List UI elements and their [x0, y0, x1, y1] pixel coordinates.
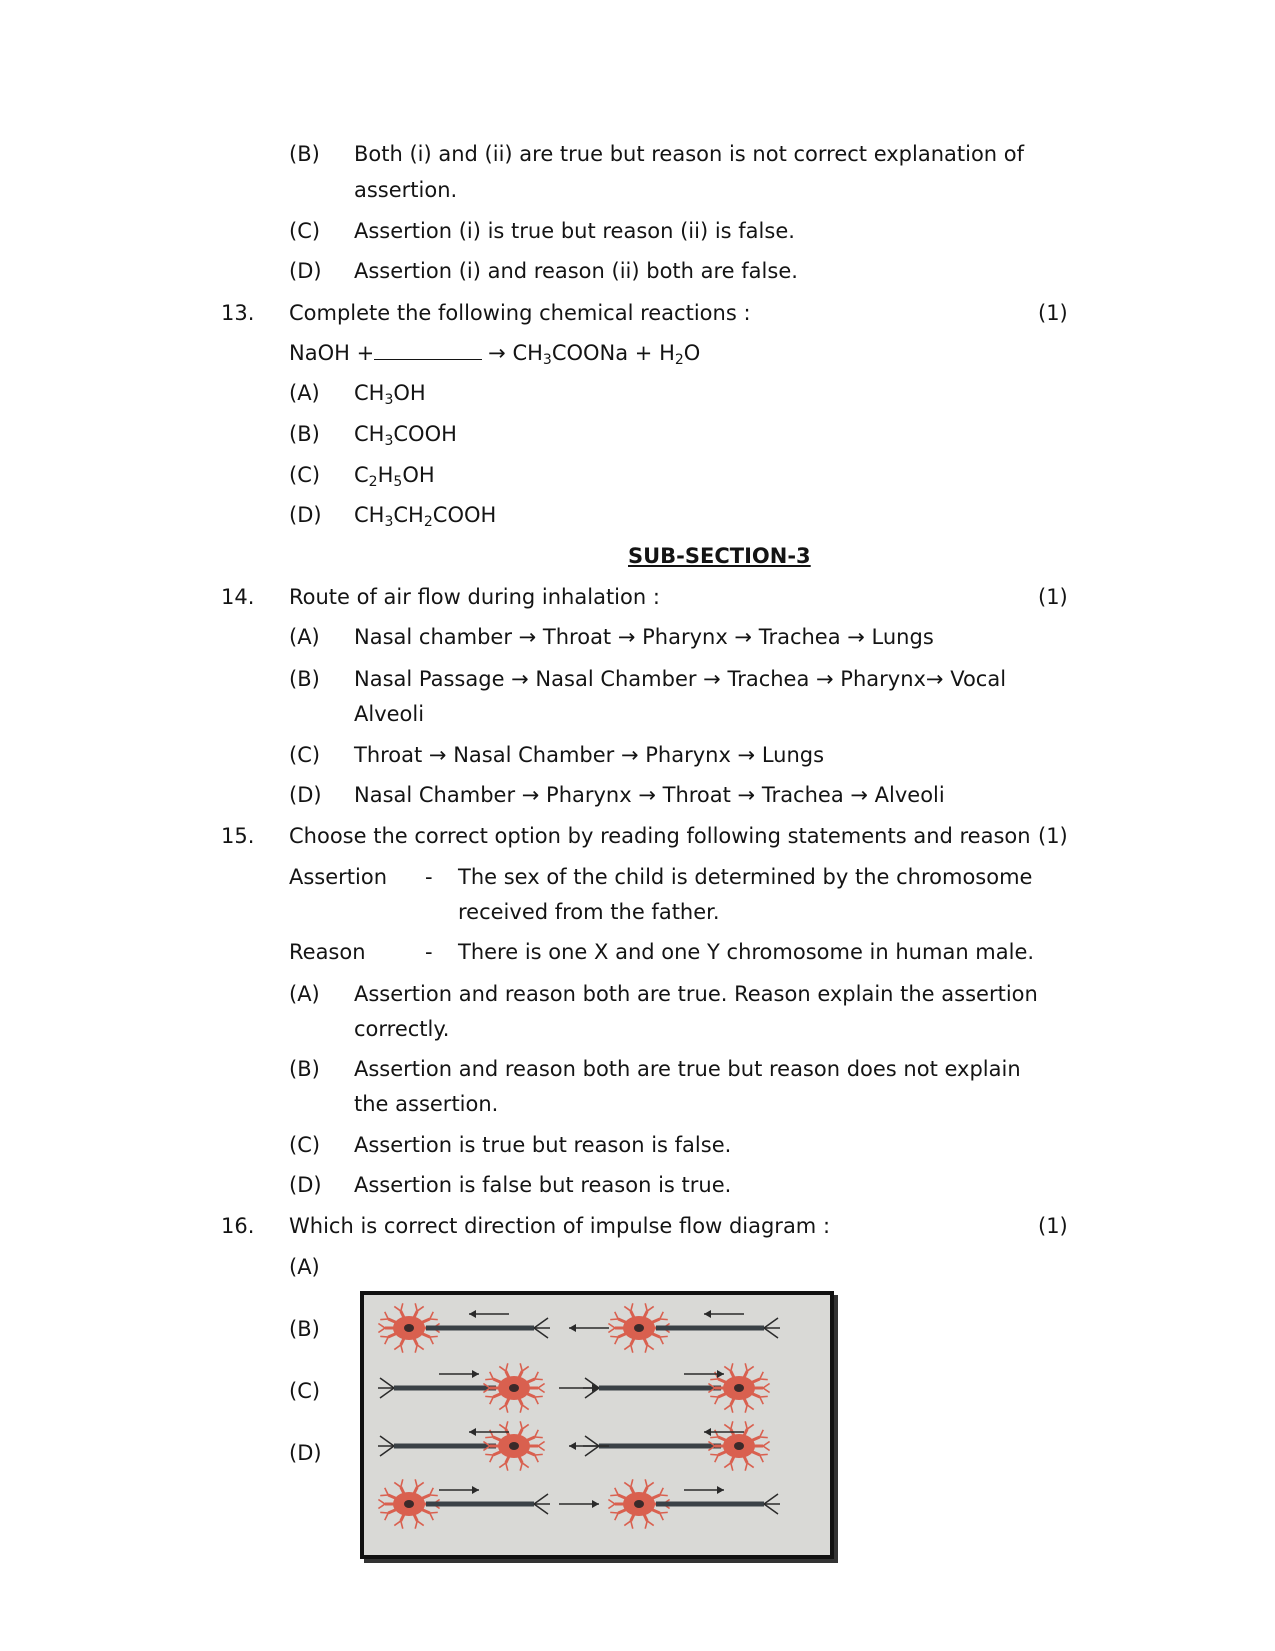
dendrite-branch [415, 1345, 417, 1353]
dendrite-branch [380, 1512, 388, 1513]
q12-option-d-label: (D) [289, 259, 322, 283]
dendrite-branch [724, 1405, 731, 1410]
dendrite-branch [615, 1312, 618, 1319]
dendrite-branch [608, 1504, 615, 1509]
dendrite-branch [715, 1397, 718, 1404]
q15-option-a-label: (A) [289, 982, 320, 1006]
dendrite-branch [624, 1306, 631, 1311]
arrowhead [717, 1370, 724, 1378]
dendrite-branch [731, 1421, 733, 1429]
dendrite-branch [401, 1303, 403, 1311]
dendrite-branch [660, 1495, 668, 1496]
axon-terminal [764, 1318, 778, 1328]
dendrite-branch [631, 1303, 633, 1311]
neuron-impulse-diagram [360, 1291, 834, 1559]
dendrite-branch [417, 1521, 424, 1526]
q12-option-b-label: (B) [289, 142, 320, 166]
arrowhead [469, 1428, 476, 1436]
axon-terminal [380, 1388, 394, 1398]
dendrite-branch [394, 1345, 401, 1350]
dendrite-branch [522, 1366, 529, 1371]
dendrite-branch [520, 1363, 522, 1371]
dendrite-branch [660, 1312, 663, 1319]
dendrite-branch [499, 1405, 506, 1410]
q16-option-d-label: (D) [289, 1441, 322, 1465]
dendrite-branch [394, 1482, 401, 1487]
axon-terminal [585, 1446, 599, 1456]
dendrite-branch [535, 1455, 538, 1462]
dendrite-branch [724, 1424, 731, 1429]
q15-option-b-label: (B) [289, 1057, 320, 1081]
dendrite-branch [660, 1512, 668, 1513]
dendrite-branch [394, 1306, 401, 1311]
reason-label: Reason [289, 940, 366, 964]
arrowhead [569, 1442, 576, 1450]
dendrite-branch [385, 1312, 388, 1319]
dendrite-branch [538, 1446, 545, 1451]
axon-terminal [764, 1328, 778, 1338]
q12-option-c-label: (C) [289, 219, 321, 243]
assertion-separator: - [425, 865, 433, 889]
dendrite-branch [378, 1323, 385, 1328]
section-heading: SUB-SECTION-3 [628, 544, 811, 568]
dendrite-branch [745, 1421, 747, 1429]
q12-option-b-line1: Both (i) and (ii) are true but reason is not correct explanation of [354, 142, 1025, 166]
dendrite-branch [520, 1405, 522, 1413]
dendrite-branch [763, 1383, 770, 1388]
eq-sub-1: 3 [542, 352, 552, 368]
dendrite-branch [610, 1319, 618, 1320]
dendrite-branch [490, 1397, 493, 1404]
q13-option-a-formula: $CH_3OH$ [354, 381, 426, 408]
dendrite-branch [760, 1430, 763, 1437]
q15-option-a-line2: correctly. [354, 1017, 450, 1041]
dendrite-branch [535, 1396, 543, 1397]
dendrite-branch [499, 1366, 506, 1371]
dendrite-branch [535, 1379, 543, 1380]
dendrite-branch [760, 1396, 768, 1397]
dendrite-branch [610, 1512, 618, 1513]
dendrite-branch [615, 1488, 618, 1495]
dendrite-branch [710, 1454, 718, 1455]
dendrite-branch [763, 1441, 770, 1446]
nucleus [509, 1384, 519, 1392]
dendrite-branch [535, 1454, 543, 1455]
q14-option-b-label: (B) [289, 667, 320, 691]
q13-option-b-label: (B) [289, 422, 320, 446]
dendrite-branch [430, 1512, 438, 1513]
q16-option-b-label: (B) [289, 1317, 320, 1341]
dendrite-branch [520, 1463, 522, 1471]
q15-option-c-label: (C) [289, 1133, 321, 1157]
axon-terminal [534, 1328, 548, 1338]
dendrite-branch [647, 1482, 654, 1487]
dendrite-branch [760, 1454, 768, 1455]
q14-option-c-text: Throat → Nasal Chamber → Pharynx → Lungs [354, 743, 825, 767]
dendrite-branch [631, 1521, 633, 1529]
dendrite-branch [645, 1303, 647, 1311]
dendrite-branch [394, 1521, 401, 1526]
dendrite-branch [710, 1396, 718, 1397]
dendrite-branch [538, 1388, 545, 1393]
dendrite-branch [760, 1372, 763, 1379]
q15-marks: (1) [1038, 824, 1068, 848]
dendrite-branch [506, 1421, 508, 1429]
axon-terminal [585, 1436, 599, 1446]
dendrite-branch [645, 1479, 647, 1487]
q16-text: Which is correct direction of impulse flow diagram : [289, 1214, 831, 1238]
arrowhead [717, 1486, 724, 1494]
arrowhead [592, 1500, 599, 1508]
q15-option-a-line1: Assertion and reason both are true. Reason explain the assertion [354, 982, 1038, 1006]
dendrite-branch [645, 1521, 647, 1529]
dendrite-branch [760, 1379, 768, 1380]
nucleus [634, 1500, 644, 1508]
reason-separator: - [425, 940, 433, 964]
dendrite-branch [747, 1366, 754, 1371]
axon-terminal [380, 1378, 394, 1388]
arrowhead [569, 1324, 576, 1332]
dendrite-branch [401, 1479, 403, 1487]
dendrite-branch [430, 1495, 438, 1496]
dendrite-branch [490, 1455, 493, 1462]
dendrite-branch [380, 1495, 388, 1496]
dendrite-branch [745, 1463, 747, 1471]
dendrite-branch [624, 1345, 631, 1350]
dendrite-branch [378, 1499, 385, 1504]
q15-option-b-line1: Assertion and reason both are true but reason does not explain [354, 1057, 1021, 1081]
q14-text: Route of air flow during inhalation : [289, 585, 660, 609]
q15-option-d-label: (D) [289, 1173, 322, 1197]
answer-blank [374, 341, 482, 360]
dendrite-branch [745, 1405, 747, 1413]
q12-option-d-text: Assertion (i) and reason (ii) both are false. [354, 259, 798, 283]
dendrite-branch [760, 1437, 768, 1438]
dendrite-branch [645, 1345, 647, 1353]
arrowhead [469, 1310, 476, 1318]
q16-marks: (1) [1038, 1214, 1068, 1238]
q15-number: 15. [221, 824, 255, 848]
dendrite-branch [631, 1479, 633, 1487]
q15-text: Choose the correct option by reading following statements and reason [289, 824, 1031, 848]
dendrite-branch [731, 1363, 733, 1371]
dendrite-branch [610, 1336, 618, 1337]
dendrite-branch [624, 1521, 631, 1526]
nucleus [509, 1442, 519, 1450]
dendrite-branch [747, 1405, 754, 1410]
q14-option-d-text: Nasal Chamber → Pharynx → Throat → Trachea → Alveoli [354, 783, 945, 807]
nucleus [404, 1500, 414, 1508]
q13-text: Complete the following chemical reactions : [289, 301, 751, 325]
axon-terminal [764, 1494, 778, 1504]
dendrite-branch [430, 1513, 433, 1520]
reason-text: There is one X and one Y chromosome in human male. [458, 940, 1035, 964]
dendrite-branch [430, 1319, 438, 1320]
q13-equation [289, 340, 700, 366]
dendrite-branch [485, 1437, 493, 1438]
axon-terminal [534, 1504, 548, 1514]
dendrite-branch [747, 1424, 754, 1429]
dendrite-branch [647, 1306, 654, 1311]
dendrite-branch [535, 1437, 543, 1438]
dendrite-branch [535, 1372, 538, 1379]
axon-terminal [534, 1318, 548, 1328]
arrowhead [704, 1310, 711, 1318]
nucleus [634, 1324, 644, 1332]
eq-mid: COONa + H [551, 341, 675, 365]
dendrite-branch [401, 1521, 403, 1529]
dendrite-branch [535, 1397, 538, 1404]
q12-option-b-line2: assertion. [354, 178, 458, 202]
q15-option-d-text: Assertion is false but reason is true. [354, 1173, 732, 1197]
dendrite-branch [747, 1463, 754, 1468]
dendrite-branch [430, 1312, 433, 1319]
dendrite-branch [710, 1437, 718, 1438]
dendrite-branch [724, 1366, 731, 1371]
dendrite-branch [647, 1345, 654, 1350]
dendrite-branch [760, 1397, 763, 1404]
dendrite-branch [490, 1430, 493, 1437]
q13-marks: (1) [1038, 301, 1068, 325]
axon-terminal [380, 1446, 394, 1456]
dendrite-branch [415, 1303, 417, 1311]
dendrite-branch [715, 1430, 718, 1437]
q16-number: 16. [221, 1214, 255, 1238]
dendrite-branch [520, 1421, 522, 1429]
q16-option-a-label: (A) [289, 1255, 320, 1279]
q14-option-d-label: (D) [289, 783, 322, 807]
dendrite-branch [538, 1441, 545, 1446]
dendrite-branch [631, 1345, 633, 1353]
arrowhead [704, 1428, 711, 1436]
dendrite-branch [731, 1405, 733, 1413]
q14-option-c-label: (C) [289, 743, 321, 767]
eq-end: O [683, 341, 701, 365]
axon-terminal [534, 1494, 548, 1504]
q14-marks: (1) [1038, 585, 1068, 609]
dendrite-branch [724, 1463, 731, 1468]
dendrite-branch [710, 1379, 718, 1380]
nucleus [404, 1324, 414, 1332]
dendrite-branch [415, 1479, 417, 1487]
dendrite-branch [385, 1513, 388, 1520]
dendrite-branch [615, 1337, 618, 1344]
dendrite-branch [430, 1488, 433, 1495]
q13-option-d-label: (D) [289, 503, 322, 527]
q12-option-c-text: Assertion (i) is true but reason (ii) is false. [354, 219, 795, 243]
dendrite-branch [624, 1482, 631, 1487]
dendrite-branch [506, 1405, 508, 1413]
dendrite-branch [745, 1363, 747, 1371]
dendrite-branch [401, 1345, 403, 1353]
dendrite-branch [522, 1405, 529, 1410]
q13-option-a-label: (A) [289, 381, 320, 405]
dendrite-branch [660, 1337, 663, 1344]
dendrite-branch [660, 1513, 663, 1520]
neuron-diagram-svg [364, 1295, 830, 1555]
dendrite-branch [608, 1328, 615, 1333]
eq-sub-2: 2 [674, 352, 684, 368]
dendrite-branch [506, 1463, 508, 1471]
arrowhead [472, 1370, 479, 1378]
arrowhead [472, 1486, 479, 1494]
dendrite-branch [660, 1336, 668, 1337]
dendrite-branch [378, 1504, 385, 1509]
dendrite-branch [535, 1430, 538, 1437]
dendrite-branch [647, 1521, 654, 1526]
dendrite-branch [417, 1482, 424, 1487]
dendrite-branch [485, 1396, 493, 1397]
q13-option-c-label: (C) [289, 463, 321, 487]
dendrite-branch [763, 1388, 770, 1393]
dendrite-branch [608, 1323, 615, 1328]
q13-option-d-formula: $CH_3CH_2COOH$ [354, 503, 497, 530]
q14-option-a-text: Nasal chamber → Throat → Pharynx → Trachea → Lungs [354, 625, 934, 649]
eq-left: NaOH + [289, 341, 375, 365]
axon-terminal [764, 1504, 778, 1514]
q13-option-b-formula: $CH_3COOH$ [354, 422, 457, 449]
dendrite-branch [417, 1345, 424, 1350]
dendrite-branch [763, 1446, 770, 1451]
dendrite-branch [506, 1363, 508, 1371]
dendrite-branch [610, 1495, 618, 1496]
dendrite-branch [430, 1336, 438, 1337]
q14-option-a-label: (A) [289, 625, 320, 649]
dendrite-branch [760, 1455, 763, 1462]
q14-option-b-line1: Nasal Passage → Nasal Chamber → Trachea → Pharynx→ Vocal [354, 667, 1007, 691]
dendrite-branch [378, 1328, 385, 1333]
dendrite-branch [490, 1372, 493, 1379]
dendrite-branch [522, 1424, 529, 1429]
dendrite-branch [660, 1319, 668, 1320]
nucleus [734, 1384, 744, 1392]
q14-option-b-line2: Alveoli [354, 702, 425, 726]
q13-option-c-formula: $C_2H_5OH$ [354, 463, 435, 490]
dendrite-branch [380, 1319, 388, 1320]
assertion-line2: received from the father. [458, 900, 720, 924]
dendrite-branch [385, 1488, 388, 1495]
dendrite-branch [615, 1513, 618, 1520]
dendrite-branch [385, 1337, 388, 1344]
dendrite-branch [715, 1455, 718, 1462]
dendrite-branch [380, 1336, 388, 1337]
dendrite-branch [430, 1337, 433, 1344]
eq-right: → CH [488, 341, 543, 365]
dendrite-branch [538, 1383, 545, 1388]
q13-number: 13. [221, 301, 255, 325]
assertion-label: Assertion [289, 865, 388, 889]
dendrite-branch [499, 1463, 506, 1468]
dendrite-branch [660, 1488, 663, 1495]
dendrite-branch [522, 1463, 529, 1468]
q16-option-c-label: (C) [289, 1379, 321, 1403]
dendrite-branch [731, 1463, 733, 1471]
dendrite-branch [417, 1306, 424, 1311]
q15-option-b-line2: the assertion. [354, 1092, 499, 1116]
dendrite-branch [608, 1499, 615, 1504]
assertion-line1: The sex of the child is determined by the chromosome [458, 865, 1033, 889]
dendrite-branch [485, 1379, 493, 1380]
dendrite-branch [415, 1521, 417, 1529]
q14-number: 14. [221, 585, 255, 609]
q15-option-c-text: Assertion is true but reason is false. [354, 1133, 732, 1157]
axon-terminal [380, 1436, 394, 1446]
dendrite-branch [499, 1424, 506, 1429]
nucleus [734, 1442, 744, 1450]
dendrite-branch [485, 1454, 493, 1455]
